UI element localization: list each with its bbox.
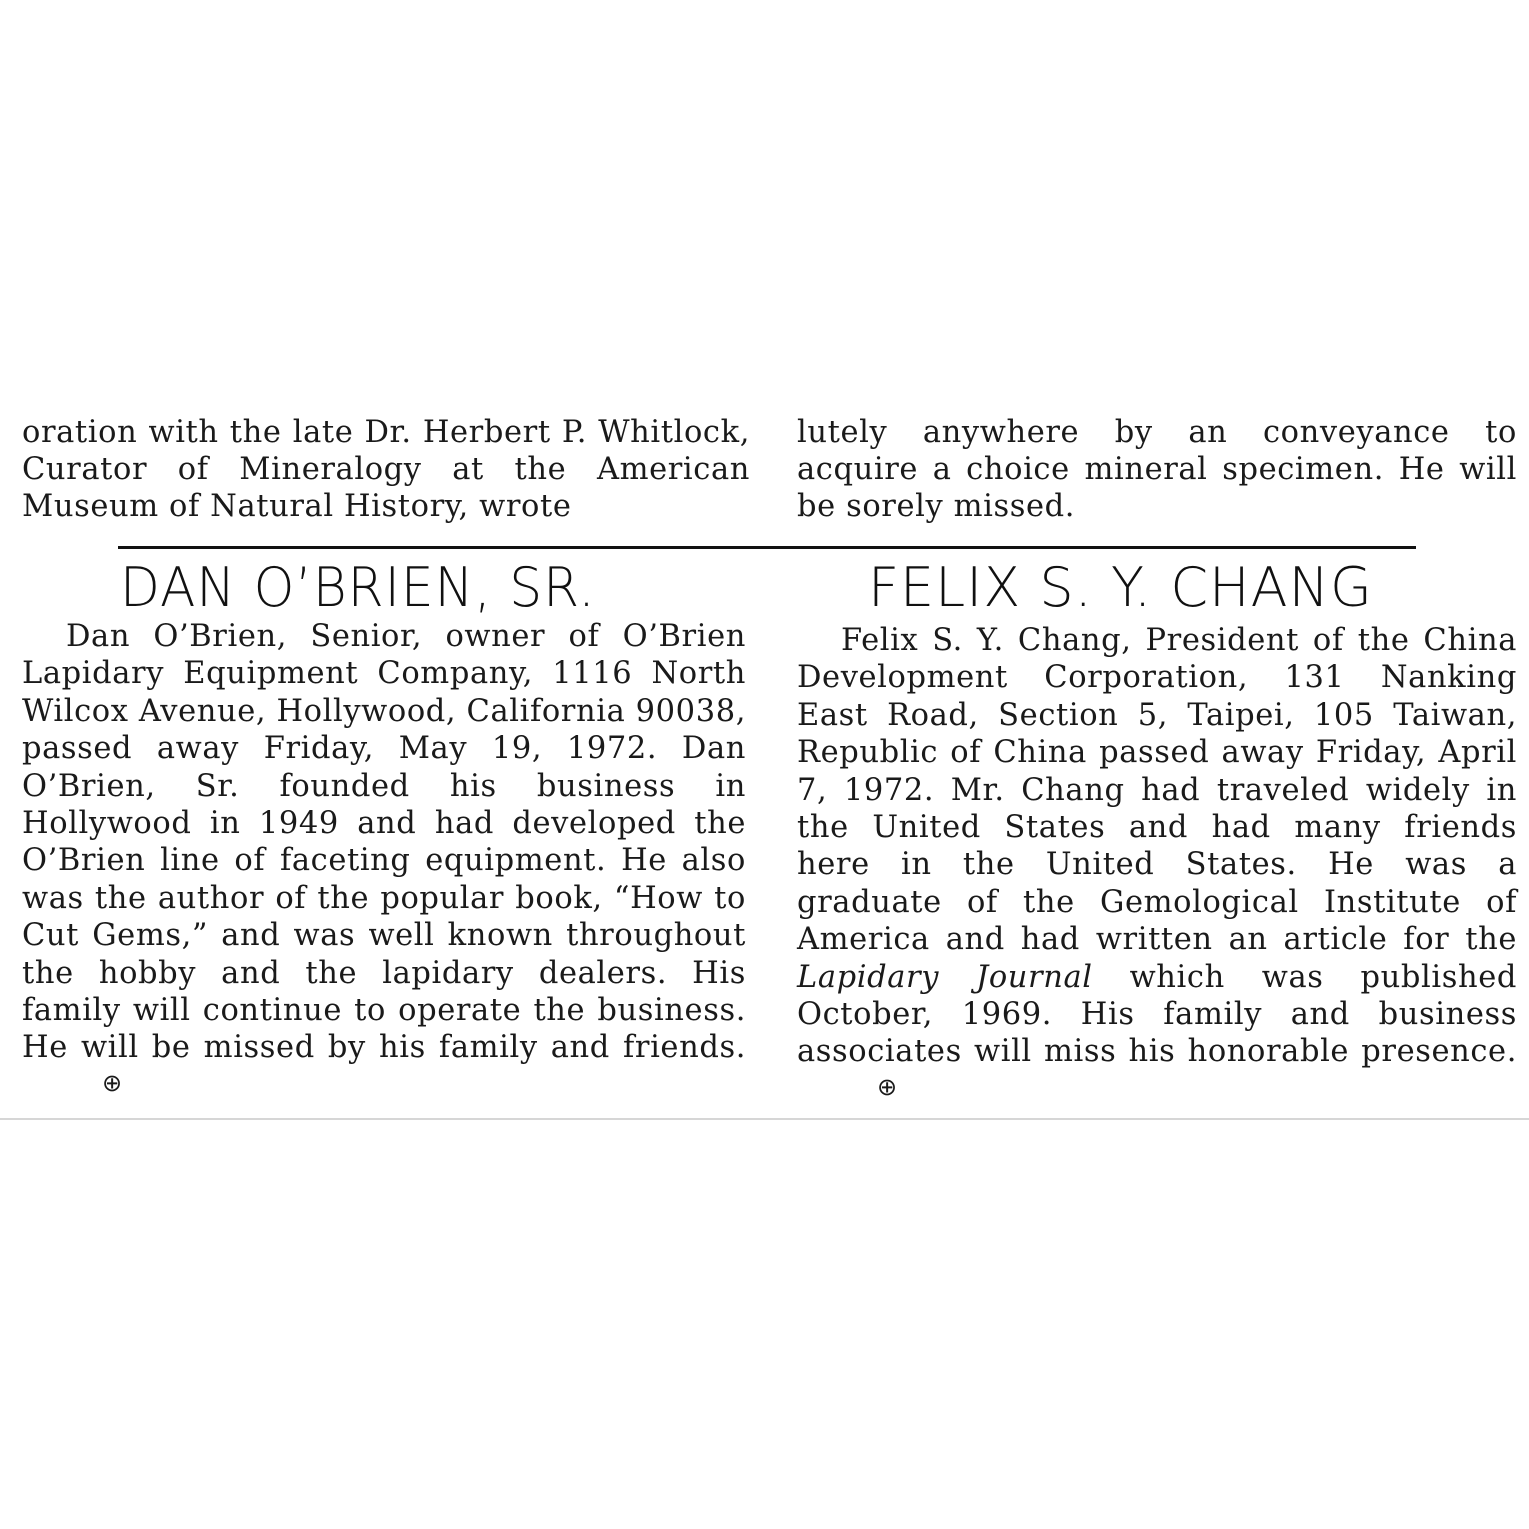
obituary-text-after: which was published October, 1969. His family and business associates will miss his honorable presence. xyxy=(797,959,1517,1070)
previous-article-text: oration with the late Dr. Herbert P. Whitlock, Curator of Mineralogy at the American Museum of Natural History, wrote xyxy=(22,415,750,524)
obituary-heading-chang: FELIX S. Y. CHANG xyxy=(868,556,1373,619)
newspaper-clipping xyxy=(0,410,1529,1120)
obituary-text-before: Felix S. Y. Chang, President of the China Development Corporation, 131 Nanking East Road, Section 5, Taipei, 105 Taiwan, Republic of China passed away Friday, April 7, 1972. Mr. Chang had traveled widely in the United States and had many friends here in the United States. He was a graduate of the Gemological Institute of America and had written an article for the xyxy=(797,623,1517,958)
previous-article-continuation-right xyxy=(797,414,1517,525)
end-of-article-mark-icon: ⊕ xyxy=(102,1068,123,1097)
previous-article-text: lutely anywhere by an conveyance to acquire a choice mineral specimen. He will be sorely missed. xyxy=(797,415,1517,524)
obituary-text: Dan O’Brien, Senior, owner of O’Brien Lapidary Equipment Company, 1116 North Wilcox Avenue, Hollywood, California 90038, passed away Friday, May 19, 1972. Dan O’Brien, Sr. founded his business in Hollywood in 1949 and had developed the O’Brien line of faceting equipment. He also was the author of the popular book, “How to Cut Gems,” and was well known throughout the hobby and the lapidary dealers. His family will continue to operate the business. He will be missed by his family and friends. xyxy=(22,619,746,1066)
obituary-body-obrien xyxy=(22,618,746,1106)
section-divider-rule xyxy=(118,546,1416,549)
end-of-article-mark-icon: ⊕ xyxy=(877,1072,898,1101)
obituary-heading-obrien: DAN O’BRIEN, SR. xyxy=(120,556,596,619)
publication-title: Lapidary Journal xyxy=(797,959,1093,995)
obituary-body-chang xyxy=(797,622,1517,1110)
previous-article-continuation-left xyxy=(22,414,750,525)
